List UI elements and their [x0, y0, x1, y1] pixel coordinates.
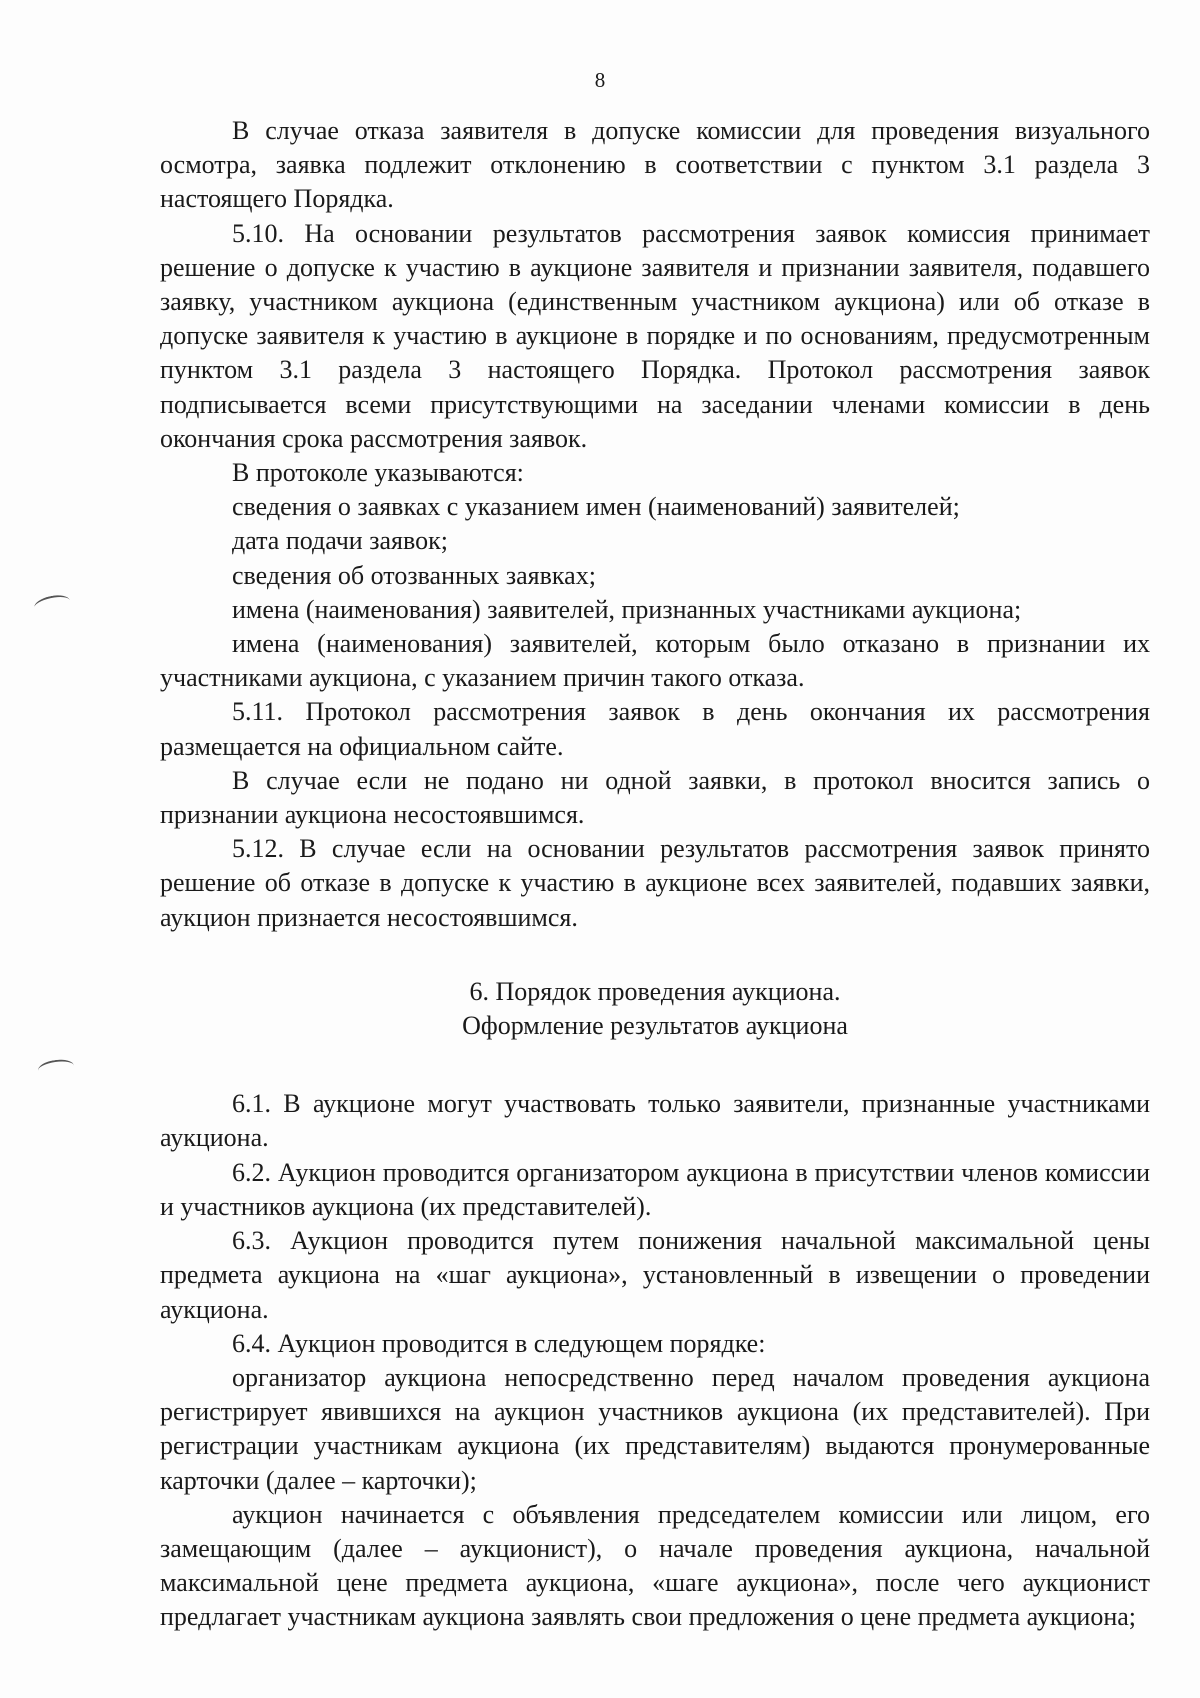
scan-mark	[33, 592, 72, 615]
paragraph: 6.4. Аукцион проводится в следующем порядке:	[232, 1328, 766, 1358]
paragraph: сведения об отозванных заявках;	[232, 560, 596, 590]
paragraph: аукцион начинается с объявления председателем комиссии или лицом, его замещающим (далее – аукционист), о начале проведения аукциона, начальной максимальной цене предмета аукциона, «шаге аукциона», после чего аукционист предлагает участникам аукциона заявлять свои предложения о цене предмета аукциона;	[160, 1499, 1150, 1632]
paragraph: 5.10. На основании результатов рассмотрения заявок комиссия принимает решение о допуске к участию в аукционе заявителя и признании заявителя, подавшего заявку, участником аукциона (единственным участником аукциона) или об отказе в допуске заявителя к участию в аукционе в порядке и по основаниям, предусмотренным пунктом 3.1 раздела 3 настоящего Порядка. Протокол рассмотрения заявок подписывается всеми присутствующими на заседании членами комиссии в день окончания срока рассмотрения заявок.	[160, 218, 1150, 453]
paragraph: 6.3. Аукцион проводится путем понижения начальной максимальной цены предмета аукциона на «шаг аукциона», установленный в извещении о проведении аукциона.	[160, 1226, 1150, 1324]
document-body	[160, 114, 1150, 1635]
paragraph: организатор аукциона непосредственно перед началом проведения аукциона регистрирует явившихся на аукцион участников аукциона (их представителей). При регистрации участникам аукциона (их представителям) выдаются пронумерованные карточки (далее – карточки);	[160, 1362, 1150, 1495]
paragraph: В протоколе указываются:	[232, 458, 524, 488]
paragraph: В случае отказа заявителя в допуске комиссии для проведения визуального осмотра, заявка подлежит отклонению в соответствии с пунктом 3.1 раздела 3 настоящего Порядка.	[160, 116, 1150, 214]
paragraph: дата подачи заявок;	[232, 526, 448, 556]
paragraph: имена (наименования) заявителей, признанных участниками аукциона;	[232, 594, 1022, 624]
page-number: 8	[594, 68, 606, 92]
paragraph: 6.1. В аукционе могут участвовать только заявители, признанные участниками аукциона.	[160, 1089, 1150, 1153]
paragraph: 5.12. В случае если на основании результатов рассмотрения заявок принято решение об отказе в допуске к участию в аукционе всех заявителей, подавших заявки, аукцион признается несостоявшимся.	[160, 834, 1150, 932]
section-heading-line-1: 6. Порядок проведения аукциона.	[469, 976, 841, 1006]
paragraph: имена (наименования) заявителей, которым было отказано в признании их участниками аукциона, с указанием причин такого отказа.	[160, 629, 1150, 693]
paragraph: В случае если не подано ни одной заявки, в протокол вносится запись о признании аукциона несостоявшимся.	[160, 765, 1150, 830]
section-heading-line-2: Оформление результатов аукциона	[462, 1011, 848, 1041]
paragraph: сведения о заявках с указанием имен (наименований) заявителей;	[232, 492, 960, 522]
paragraph: 6.2. Аукцион проводится организатором аукциона в присутствии членов комиссии и участников аукциона (их представителей).	[160, 1157, 1150, 1221]
spacer	[160, 1043, 1150, 1087]
scan-mark	[37, 1058, 75, 1079]
paragraph: 5.11. Протокол рассмотрения заявок в день окончания их рассмотрения размещается на официальном сайте.	[160, 697, 1150, 761]
spacer	[160, 935, 1150, 975]
